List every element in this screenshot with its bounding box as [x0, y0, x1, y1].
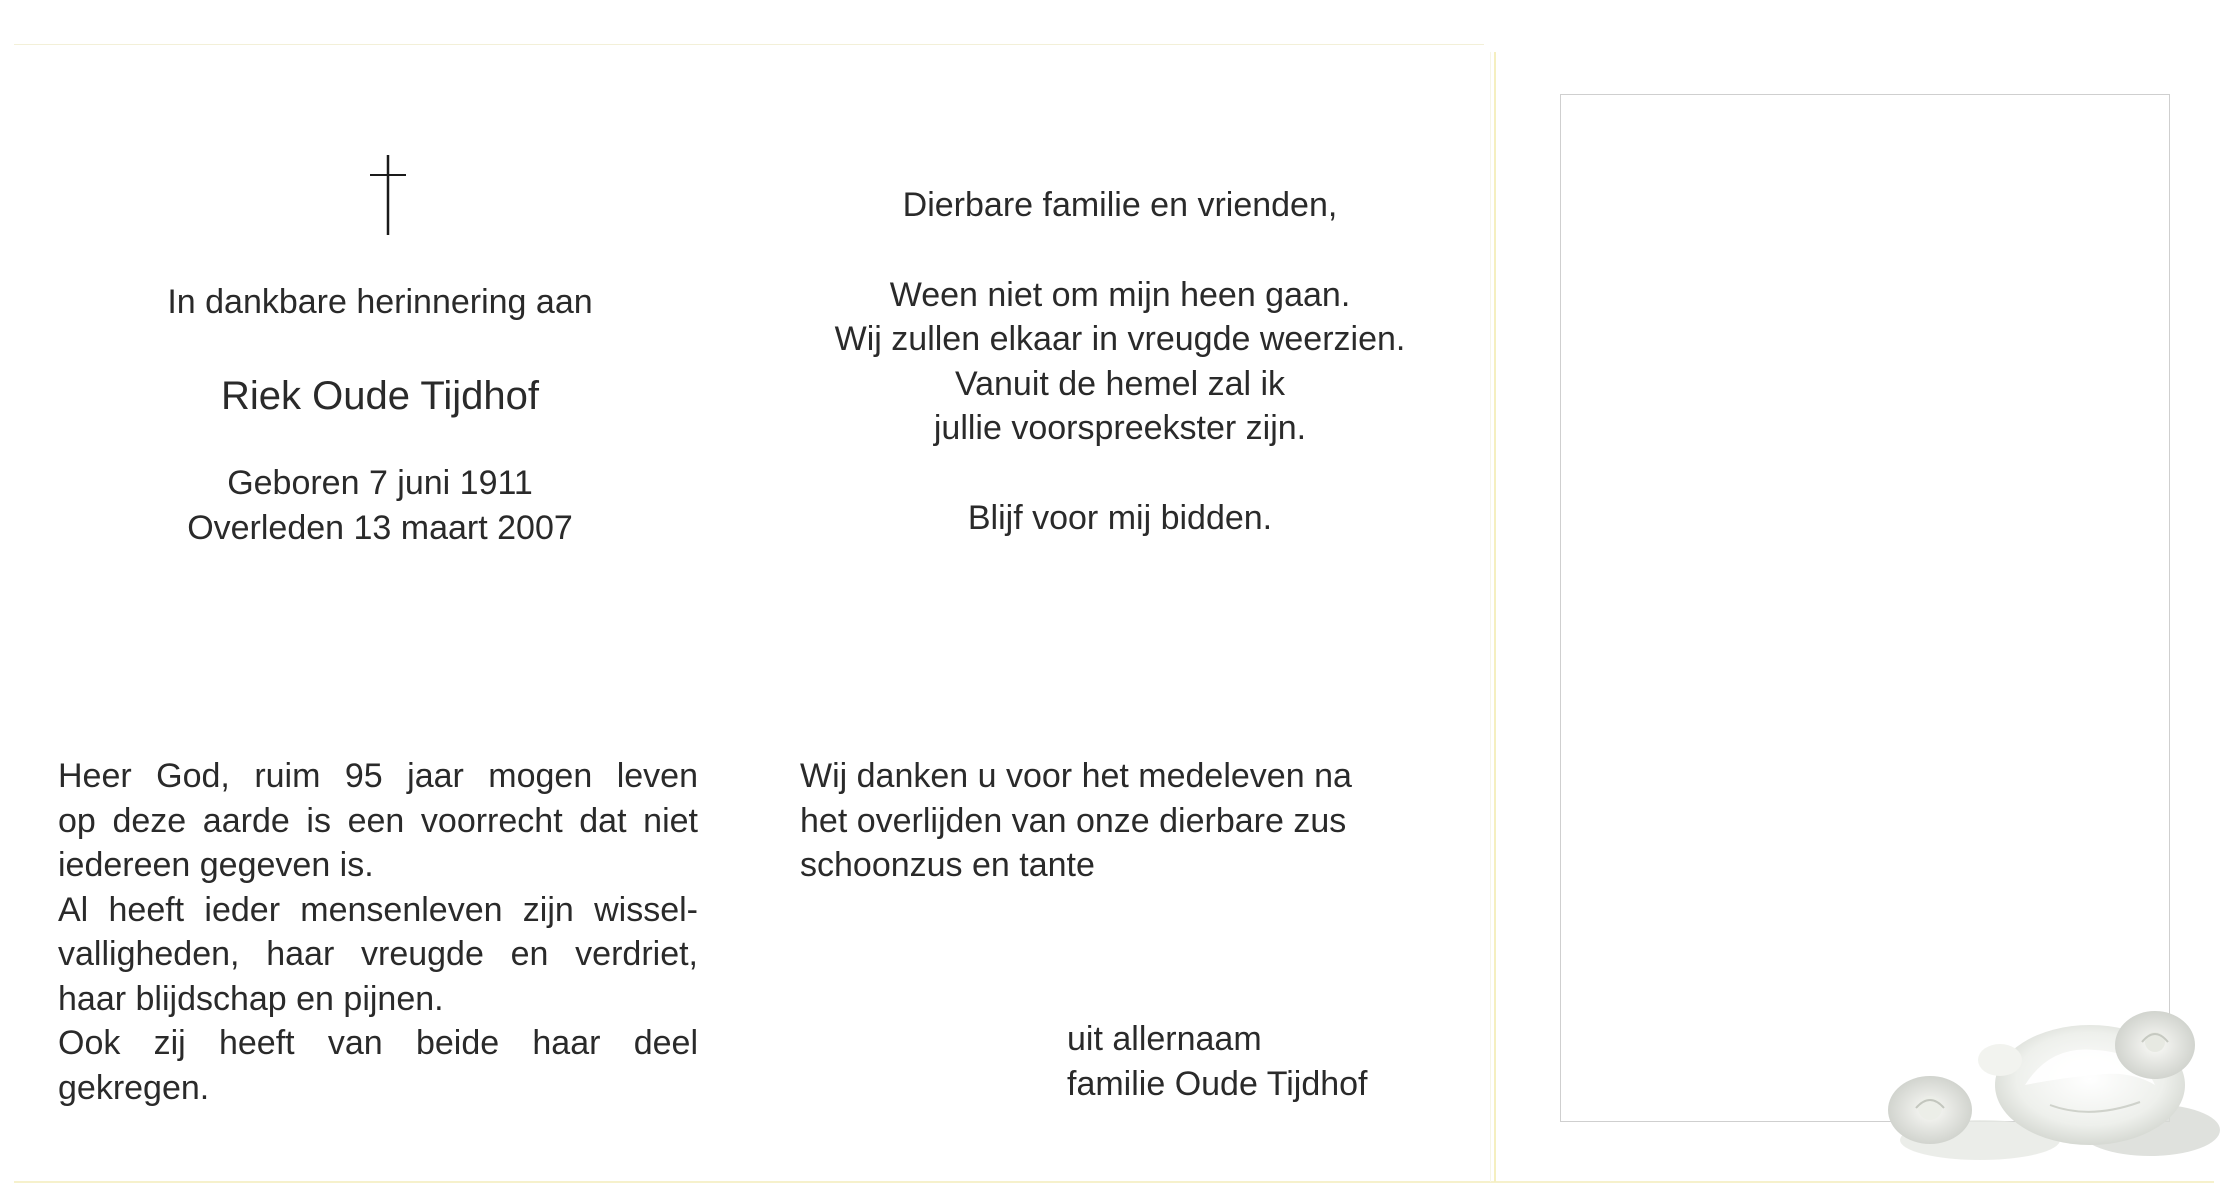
- remembrance-line: op deze aarde is een voorrecht dat niet: [58, 801, 698, 840]
- remembrance-line: Ook zij heeft van beide haar deel: [58, 1024, 698, 1062]
- remembrance-line: iedereen gegeven is.: [58, 846, 374, 884]
- poem-verse: [780, 273, 1460, 451]
- remembrance-line: gekregen.: [58, 1068, 210, 1107]
- remembrance-text: [58, 754, 698, 1110]
- poem-line: Vanuit de hemel zal ik: [954, 364, 1286, 403]
- roses-decoration: [1850, 990, 2222, 1170]
- family-signature: [1067, 1017, 1368, 1106]
- remembrance-line: haar blijdschap en pijnen.: [58, 979, 444, 1018]
- signature-line: familie Oude Tijdhof: [1067, 1064, 1368, 1103]
- deceased-name: Riek Oude Tijdhof: [221, 374, 539, 418]
- remembrance-line: Al heeft ieder mensenleven zijn wissel-: [58, 890, 698, 929]
- card-fold-line: [1494, 52, 1496, 1182]
- signature-line: uit allernaam: [1067, 1020, 1262, 1058]
- remembrance-line: valligheden, haar vreugde en verdriet,: [58, 935, 698, 973]
- card-top-edge: [14, 44, 1484, 45]
- thanks-line: Wij danken u voor het medeleven na: [800, 757, 1352, 795]
- poem-closing: Blijf voor mij bidden.: [967, 498, 1273, 537]
- thanks-line: het overlijden van onze dierbare zus: [800, 801, 1347, 840]
- poem-line: jullie voorspreekster zijn.: [933, 409, 1307, 447]
- remembrance-line: Heer God, ruim 95 jaar mogen leven: [58, 757, 698, 795]
- fold-shadow: [1490, 52, 1491, 1182]
- dedication-block: [80, 280, 680, 551]
- birth-date: Geboren 7 juni 1911: [227, 464, 533, 502]
- poem-line: Ween niet om mijn heen gaan.: [889, 275, 1351, 314]
- cross-icon: [366, 155, 410, 235]
- poem-block: [780, 183, 1460, 540]
- thanks-line: schoonzus en tante: [800, 846, 1095, 884]
- card-bottom-edge: [14, 1181, 2214, 1183]
- death-date: Overleden 13 maart 2007: [187, 509, 573, 547]
- thanks-text: [800, 754, 1440, 888]
- poem-line: Wij zullen elkaar in vreugde weerzien.: [834, 320, 1406, 358]
- dedication-intro: In dankbare herinnering aan: [167, 283, 593, 321]
- life-dates: [80, 461, 680, 551]
- photo-frame: [1560, 94, 2170, 1122]
- poem-greeting: Dierbare familie en vrienden,: [902, 186, 1338, 224]
